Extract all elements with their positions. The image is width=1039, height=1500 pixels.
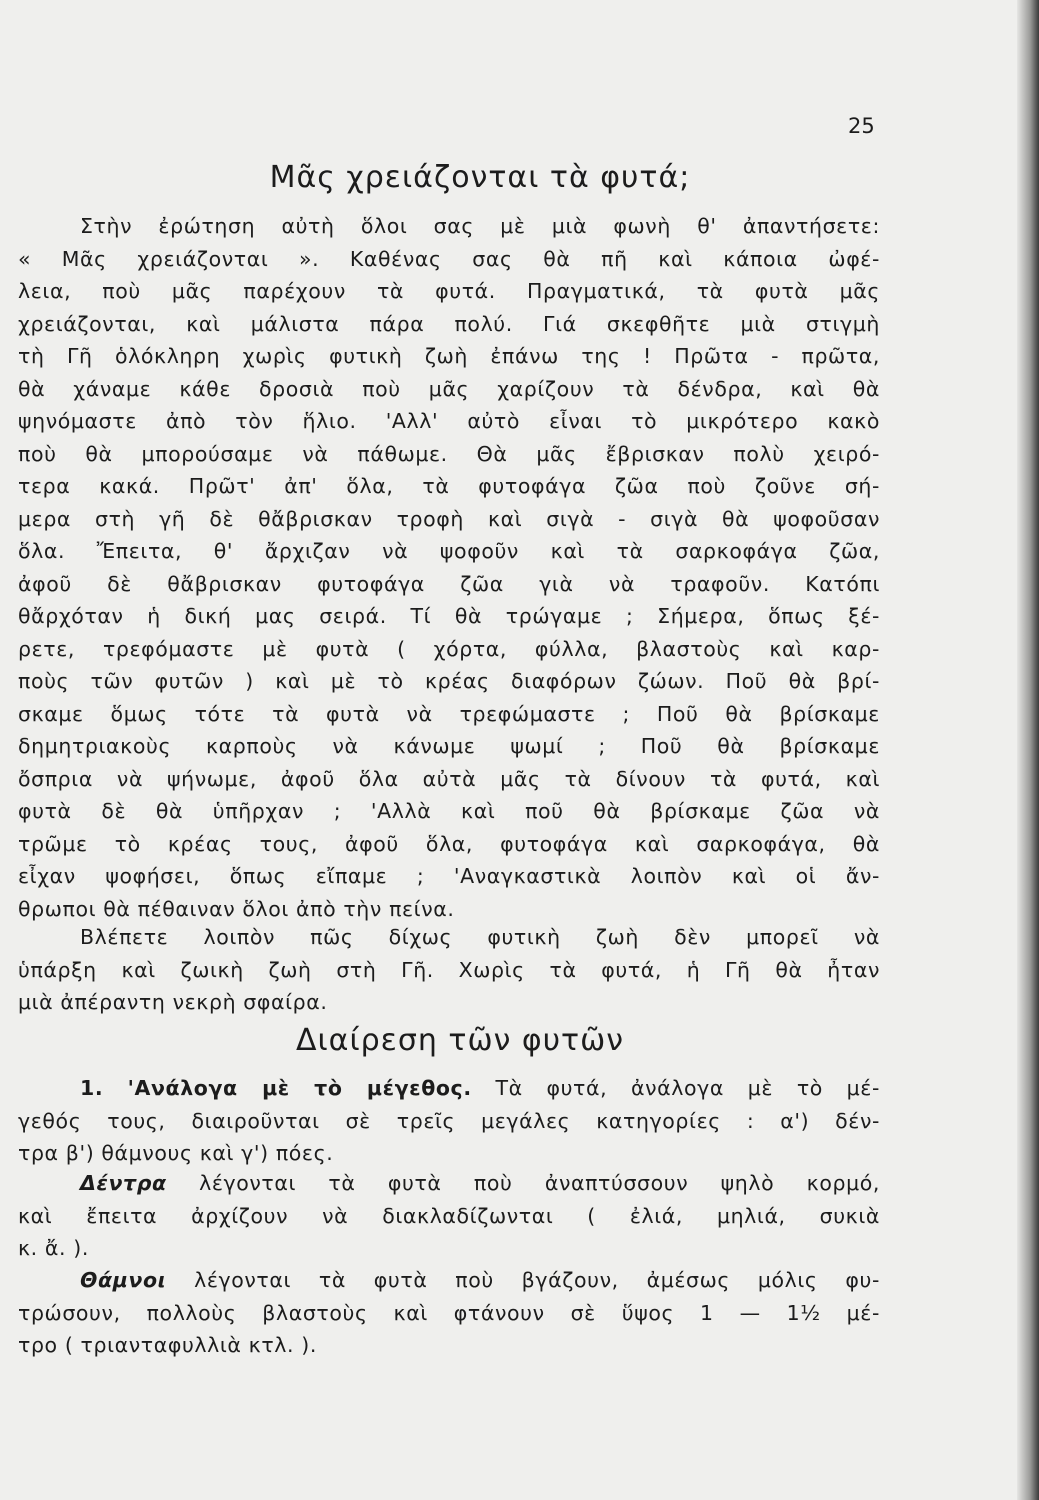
trees-term: Δέντρα: [80, 1171, 167, 1195]
text-line: ρετε, τρεφόμαστε μὲ φυτὰ ( χόρτα, φύλλα, βλαστοὺς καὶ καρ-: [18, 636, 880, 661]
text-line: ποὺς τῶν φυτῶν ) καὶ μὲ τὸ κρέας διαφόρων ζώων. Ποῦ θὰ βρί-: [18, 669, 880, 693]
text-line: δημητριακοὺς καρποὺς νὰ κάνωμε ψωμί ; Ποῦ θὰ βρίσκαμε: [18, 734, 880, 758]
text-line: ποὺ θὰ μπορούσαμε νὰ πάθωμε. Θὰ μᾶς ἔβρισκαν πολὺ χειρό-: [18, 441, 880, 466]
page-number: 25: [848, 114, 875, 138]
paragraph-by-size: [18, 1072, 880, 1170]
text-line: φυτὰ δὲ θὰ ὑπῆρχαν ; 'Αλλὰ καὶ ποῦ θὰ βρίσκαμε ζῶα νὰ: [18, 799, 880, 823]
text-line: γεθός τους, διαιροῦνται σὲ τρεῖς μεγάλες κατηγορίες : α') δέν-: [18, 1108, 880, 1133]
text-line: θὰ χάναμε κάθε δροσιὰ ποὺ μᾶς χαρίζουν τὰ δένδρα, καὶ θὰ: [18, 376, 880, 401]
paragraph-plants-needed: [18, 210, 880, 925]
paragraph-shrubs: [18, 1264, 880, 1362]
text-line: μιὰ ἀπέραντη νεκρὴ σφαίρα.: [18, 990, 328, 1014]
shrubs-term: Θάμνοι: [80, 1268, 167, 1292]
shrubs-first-line: [18, 1264, 880, 1297]
text-line: λεια, ποὺ μᾶς παρέχουν τὰ φυτά. Πραγματικά, τὰ φυτὰ μᾶς: [18, 279, 880, 303]
text-line: τρο ( τριανταφυλλιὰ κτλ. ).: [18, 1333, 317, 1357]
trees-first-line-text: λέγονται τὰ φυτὰ ποὺ ἀναπτύσσουν ψηλὸ κορμό,: [199, 1171, 881, 1195]
by-size-first-line: [18, 1072, 880, 1105]
paragraph-trees: [18, 1167, 880, 1265]
text-line: ὄσπρια νὰ ψήνωμε, ἀφοῦ ὅλα αὐτὰ μᾶς τὰ δίνουν τὰ φυτά, καὶ: [18, 766, 880, 791]
text-line: μερα στὴ γῆ δὲ θἄβρισκαν τροφὴ καὶ σιγὰ - σιγὰ θὰ ψοφοῦσαν: [18, 506, 880, 531]
text-line: καὶ ἔπειτα ἀρχίζουν νὰ διακλαδίζωνται ( ἐλιά, μηλιά, συκιὰ: [18, 1203, 880, 1228]
text-line: εἶχαν ψοφήσει, ὅπως εἴπαμε ; 'Αναγκαστικὰ λοιπὸν καὶ οἱ ἄν-: [18, 864, 880, 888]
text-line: τρῶμε τὸ κρέας τους, ἀφοῦ ὅλα, φυτοφάγα καὶ σαρκοφάγα, θὰ: [18, 831, 880, 856]
trees-first-line: [18, 1167, 880, 1200]
text-line: θἄρχόταν ἡ δική μας σειρά. Τί θὰ τρώγαμε ; Σήμερα, ὅπως ξέ-: [18, 604, 880, 628]
text-line: ὅλα. Ἔπειτα, θ' ἄρχιζαν νὰ ψοφοῦν καὶ τὰ σαρκοφάγα ζῶα,: [18, 539, 880, 563]
shrubs-first-line-text: λέγονται τὰ φυτὰ ποὺ βγάζουν, ἀμέσως μόλις φυ-: [194, 1268, 880, 1292]
paragraph-conclusion: [18, 921, 880, 1019]
by-size-first-line-text: Τὰ φυτά, ἀνάλογα μὲ τὸ μέ-: [495, 1076, 880, 1100]
text-line: κ. ἄ. ).: [18, 1236, 89, 1260]
text-line: ψηνόμαστε ἀπὸ τὸν ἥλιο. 'Αλλ' αὐτὸ εἶναι τὸ μικρότερο κακὸ: [18, 409, 880, 433]
text-line: ὑπάρξη καὶ ζωικὴ ζωὴ στὴ Γῆ. Χωρὶς τὰ φυτά, ἡ Γῆ θὰ ἦταν: [18, 957, 880, 982]
section-title-plant-division: Διαίρεση τῶν φυτῶν: [296, 1023, 624, 1058]
section-title-plants-needed: Μᾶς χρειάζονται τὰ φυτά;: [269, 160, 691, 195]
text-line: τρώσουν, πολλοὺς βλαστοὺς καὶ φτάνουν σὲ ὕψος 1 — 1½ μέ-: [18, 1300, 880, 1325]
text-line: Βλέπετε λοιπὸν πῶς δίχως φυτικὴ ζωὴ δὲν μπορεῖ νὰ: [80, 925, 880, 949]
text-line: τερα κακά. Πρῶτ' ἀπ' ὅλα, τὰ φυτοφάγα ζῶα ποὺ ζοῦνε σή-: [18, 474, 880, 498]
text-line: τὴ Γῆ ὁλόκληρη χωρὶς φυτικὴ ζωὴ ἐπάνω της ! Πρῶτα - πρῶτα,: [18, 344, 880, 368]
text-line: χρειάζονται, καὶ μάλιστα πάρα πολύ. Γιά σκεφθῆτε μιὰ στιγμὴ: [18, 311, 880, 336]
text-line: « Μᾶς χρειάζονται ». Καθένας σας θὰ πῆ καὶ κάποια ὠφέ-: [18, 246, 880, 271]
text-line: ἀφοῦ δὲ θἄβρισκαν φυτοφάγα ζῶα γιὰ νὰ τραφοῦν. Κατόπι: [18, 571, 880, 596]
by-size-lead: 1. 'Ανάλογα μὲ τὸ μέγεθος.: [80, 1076, 472, 1100]
page-edge-shadow: [1017, 0, 1039, 1500]
text-line: θρωποι θὰ πέθαιναν ὅλοι ἀπὸ τὴν πείνα.: [18, 896, 455, 921]
text-line: τρα β') θάμνους καὶ γ') πόες.: [18, 1141, 334, 1165]
text-line: σκαμε ὅμως τότε τὰ φυτὰ νὰ τρεφώμαστε ; Ποῦ θὰ βρίσκαμε: [18, 701, 880, 726]
text-line: Στὴν ἐρώτηση αὐτὴ ὅλοι σας μὲ μιὰ φωνὴ θ' ἀπαντήσετε:: [80, 214, 880, 238]
